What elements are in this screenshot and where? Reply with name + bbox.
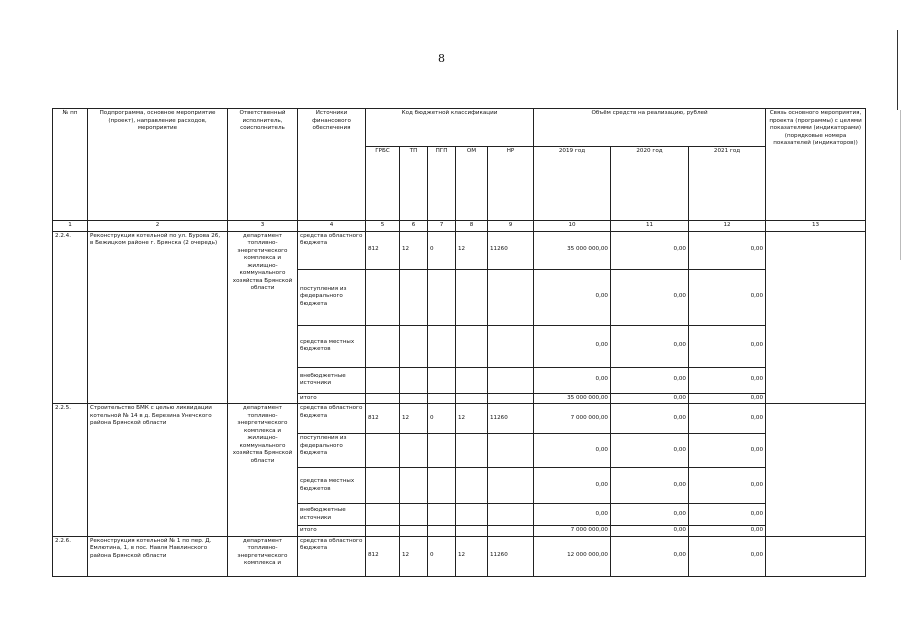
y2020-cell: 0,00 [611,269,689,325]
om-cell [456,468,488,504]
y2020-cell: 0,00 [611,325,689,367]
om-cell [456,325,488,367]
total-2019: 35 000 000,00 [534,393,611,404]
total-2021: 0,00 [689,393,766,404]
total-2020: 0,00 [611,393,689,404]
budget-table [52,108,866,577]
pgp-cell [428,325,456,367]
item-name: Реконструкция котельной № 1 по пер. Д. Емлютина, 1, в пос. Навля Навлинского района Брянской области [88,536,228,576]
y2020-cell: 0,00 [611,504,689,526]
table-row [53,231,866,269]
col-number: 4 [298,221,366,232]
nr-cell [488,367,534,393]
y2021-cell: 0,00 [689,231,766,269]
y2019-cell: 7 000 000,00 [534,404,611,434]
table-row [53,536,866,576]
grbs-cell [366,269,400,325]
page-bottom-margin [0,583,905,640]
total-label: итого [298,526,366,537]
grbs-cell [366,393,400,404]
y2020-cell: 0,00 [611,404,689,434]
header-pgp: ПГП [428,147,456,221]
header-2019: 2019 год [534,147,611,221]
pgp-cell [428,504,456,526]
col-number: 2 [88,221,228,232]
tp-cell [400,269,428,325]
header-no: № пп [53,109,88,221]
om-cell [456,434,488,468]
om-cell [456,526,488,537]
col-number: 13 [766,221,866,232]
item-name: Реконструкция котельной по ул. Бурова 26, в Бежицком районе г. Брянска (2 очередь) [88,231,228,404]
source-cell: поступления из федерального бюджета [298,269,366,325]
om-cell: 12 [456,536,488,576]
y2020-cell: 0,00 [611,468,689,504]
grbs-cell [366,468,400,504]
y2020-cell: 0,00 [611,231,689,269]
nr-cell [488,393,534,404]
tp-cell [400,367,428,393]
tp-cell: 12 [400,536,428,576]
header-sources: Источники финансового обеспечения [298,109,366,221]
pgp-cell [428,393,456,404]
nr-cell [488,434,534,468]
col-number: 8 [456,221,488,232]
pgp-cell: 0 [428,404,456,434]
col-number: 6 [400,221,428,232]
page-number: 8 [438,52,445,65]
y2021-cell: 0,00 [689,536,766,576]
y2019-cell: 0,00 [534,504,611,526]
y2019-cell: 0,00 [534,434,611,468]
header-responsible: Ответственный исполнитель, соисполнитель [228,109,298,221]
nr-cell [488,504,534,526]
y2019-cell: 0,00 [534,468,611,504]
grbs-cell [366,325,400,367]
header-link: Связь основного мероприятия, проекта (программы) с целями показателями (индикаторами) (порядковые номера показателей (индикаторов)) [766,109,866,221]
y2019-cell: 0,00 [534,367,611,393]
y2021-cell: 0,00 [689,325,766,367]
y2021-cell: 0,00 [689,367,766,393]
pgp-cell: 0 [428,536,456,576]
pgp-cell [428,468,456,504]
tp-cell: 12 [400,231,428,269]
nr-cell [488,269,534,325]
column-number-row [53,221,866,232]
source-cell: средства местных бюджетов [298,468,366,504]
total-2019: 7 000 000,00 [534,526,611,537]
grbs-cell [366,504,400,526]
scan-edge-line-2 [900,110,901,260]
source-cell: средства областного бюджета [298,404,366,434]
pgp-cell [428,269,456,325]
y2020-cell: 0,00 [611,434,689,468]
tp-cell [400,468,428,504]
grbs-cell: 812 [366,536,400,576]
header-grbs: ГРБС [366,147,400,221]
tp-cell [400,325,428,367]
col-number: 11 [611,221,689,232]
grbs-cell [366,367,400,393]
grbs-cell [366,434,400,468]
y2021-cell: 0,00 [689,468,766,504]
tp-cell [400,393,428,404]
pgp-cell [428,434,456,468]
grbs-cell: 812 [366,231,400,269]
y2020-cell: 0,00 [611,536,689,576]
scan-edge-line [897,30,898,110]
y2019-cell: 12 000 000,00 [534,536,611,576]
y2021-cell: 0,00 [689,434,766,468]
header-program: Подпрограмма, основное мероприятие (проект), направление расходов, мероприятие [88,109,228,221]
item-number: 2.2.4. [53,231,88,404]
header-2020: 2020 год [611,147,689,221]
tp-cell: 12 [400,404,428,434]
header-volume: Объём средств на реализацию, рублей [534,109,766,147]
source-cell: средства областного бюджета [298,536,366,576]
header-om: ОМ [456,147,488,221]
source-cell: поступления из федерального бюджета [298,434,366,468]
om-cell [456,269,488,325]
col-number: 9 [488,221,534,232]
total-label: итого [298,393,366,404]
y2021-cell: 0,00 [689,404,766,434]
y2019-cell: 0,00 [534,269,611,325]
nr-cell [488,468,534,504]
header-budget-code: Код бюджетной классификации [366,109,534,147]
pgp-cell: 0 [428,231,456,269]
link-cell [766,231,866,404]
col-number: 12 [689,221,766,232]
tp-cell [400,526,428,537]
col-number: 5 [366,221,400,232]
source-cell: средства областного бюджета [298,231,366,269]
table-row [53,404,866,434]
source-cell: внебюджетные источники [298,504,366,526]
item-responsible: департамент топливно-энергетического комплекса и жилищно-коммунального хозяйства Брянской области [228,404,298,537]
item-responsible: департамент топливно-энергетического комплекса и [228,536,298,576]
grbs-cell [366,526,400,537]
nr-cell [488,325,534,367]
item-number: 2.2.6. [53,536,88,576]
om-cell [456,393,488,404]
link-cell [766,404,866,537]
grbs-cell: 812 [366,404,400,434]
col-number: 3 [228,221,298,232]
link-cell [766,536,866,576]
om-cell [456,367,488,393]
y2021-cell: 0,00 [689,269,766,325]
item-number: 2.2.5. [53,404,88,537]
om-cell [456,504,488,526]
y2019-cell: 0,00 [534,325,611,367]
source-cell: внебюджетные источники [298,367,366,393]
header-tp: ТП [400,147,428,221]
header-2021: 2021 год [689,147,766,221]
item-responsible: департамент топливно-энергетического комплекса и жилищно-коммунального хозяйства Брянской области [228,231,298,404]
col-number: 7 [428,221,456,232]
total-2021: 0,00 [689,526,766,537]
col-number: 10 [534,221,611,232]
y2019-cell: 35 000 000,00 [534,231,611,269]
om-cell: 12 [456,404,488,434]
pgp-cell [428,367,456,393]
total-2020: 0,00 [611,526,689,537]
header-nr: НР [488,147,534,221]
tp-cell [400,434,428,468]
om-cell: 12 [456,231,488,269]
item-name: Строительство БМК с целью ликвидации котельной № 14 в д. Березина Унечского района Брянской области [88,404,228,537]
nr-cell: 11260 [488,404,534,434]
col-number: 1 [53,221,88,232]
nr-cell: 11260 [488,536,534,576]
y2020-cell: 0,00 [611,367,689,393]
tp-cell [400,504,428,526]
nr-cell: 11260 [488,231,534,269]
source-cell: средства местных бюджетов [298,325,366,367]
nr-cell [488,526,534,537]
y2021-cell: 0,00 [689,504,766,526]
pgp-cell [428,526,456,537]
